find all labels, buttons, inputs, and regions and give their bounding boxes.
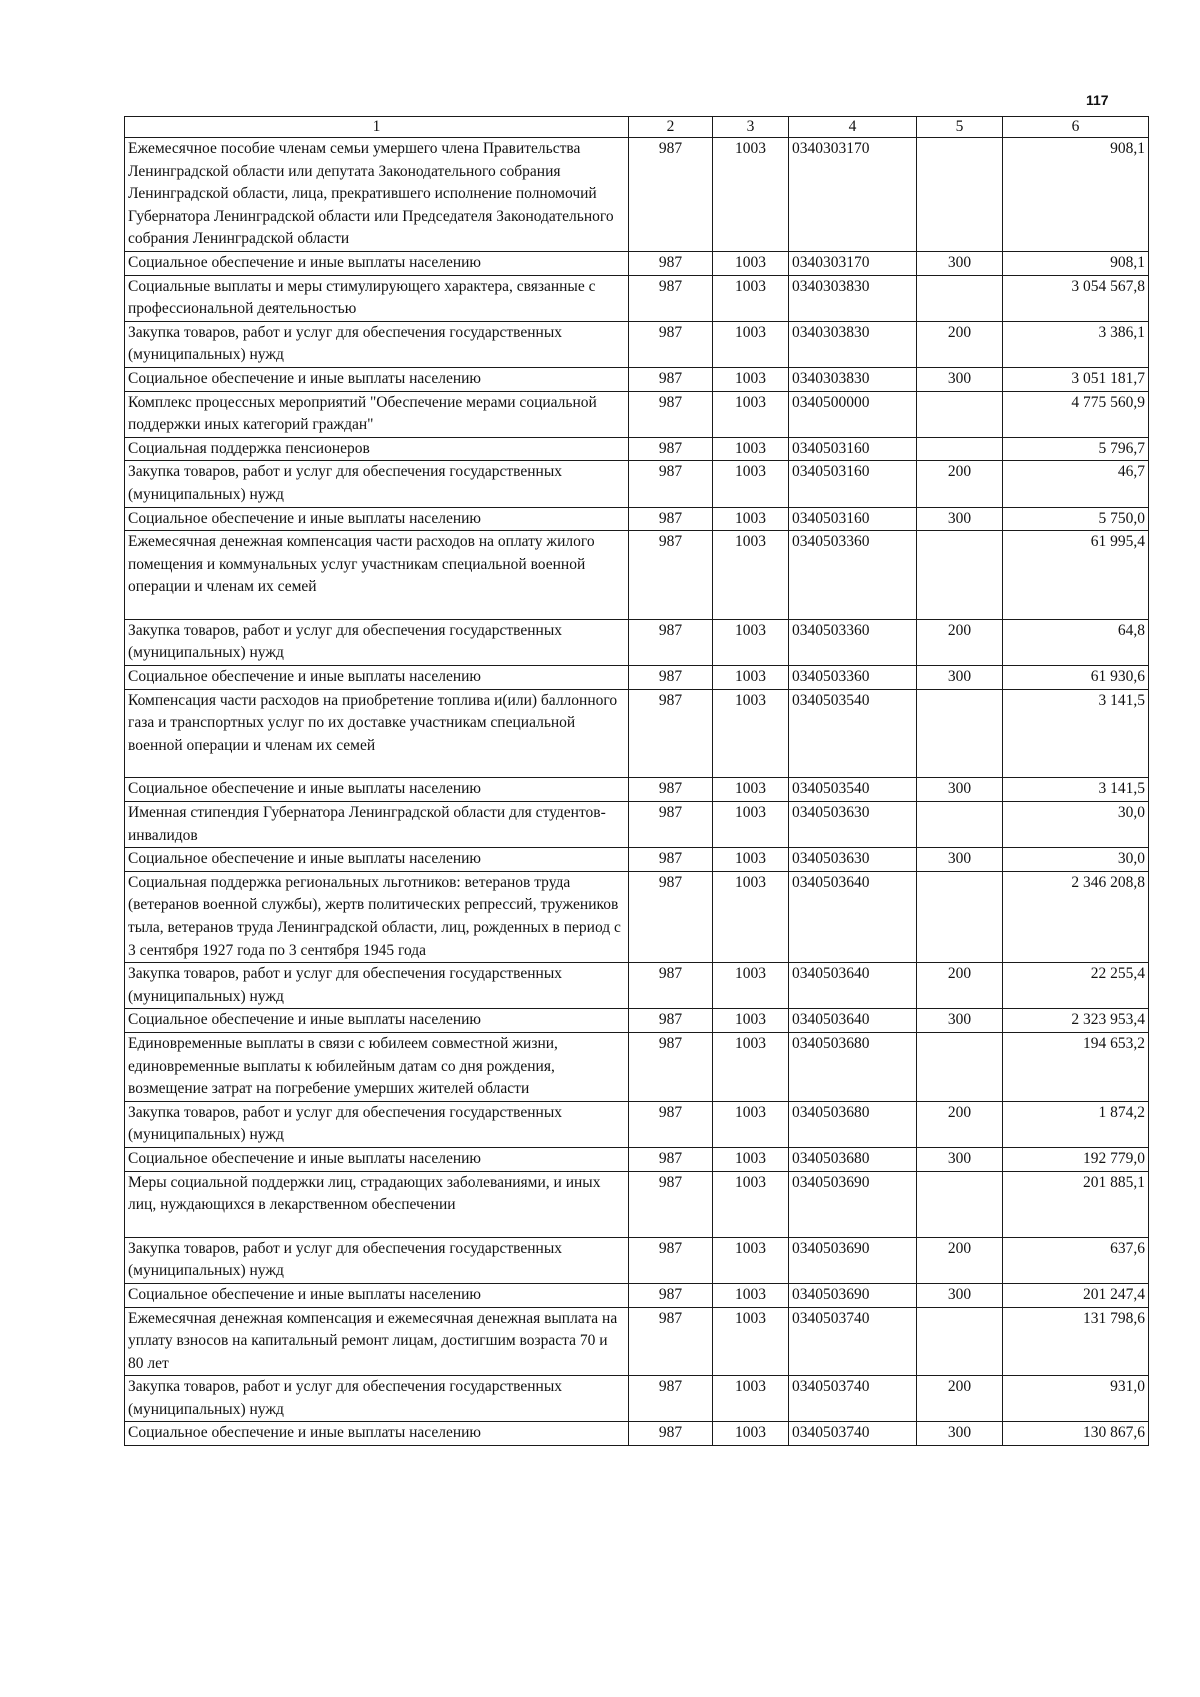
row-name: Социальное обеспечение и иные выплаты населению [125,507,629,531]
row-grbs: 987 [629,367,713,391]
row-amount: 3 141,5 [1003,778,1149,802]
table-row [125,1307,1149,1376]
row-section: 1003 [713,251,789,275]
row-amount: 637,6 [1003,1237,1149,1283]
row-grbs: 987 [629,1307,713,1376]
row-target-article: 0340503690 [789,1171,917,1237]
row-target-article: 0340500000 [789,391,917,437]
row-target-article: 0340303830 [789,367,917,391]
row-section: 1003 [713,1171,789,1237]
row-amount: 2 323 953,4 [1003,1009,1149,1033]
row-target-article: 0340503160 [789,507,917,531]
row-section: 1003 [713,666,789,690]
column-header-5: 5 [917,117,1003,138]
row-grbs: 987 [629,871,713,962]
row-amount: 192 779,0 [1003,1147,1149,1171]
row-section: 1003 [713,1147,789,1171]
row-target-article: 0340503680 [789,1032,917,1101]
table-row [125,666,1149,690]
table-row [125,1147,1149,1171]
row-target-article: 0340503360 [789,619,917,665]
row-amount: 22 255,4 [1003,963,1149,1009]
row-expense-type: 300 [917,666,1003,690]
row-section: 1003 [713,1032,789,1101]
row-grbs: 987 [629,1376,713,1422]
table-row [125,531,1149,620]
row-expense-type: 300 [917,1283,1003,1307]
row-target-article: 0340303830 [789,321,917,367]
row-name: Социальное обеспечение и иные выплаты населению [125,251,629,275]
table-row [125,848,1149,872]
row-grbs: 987 [629,507,713,531]
row-expense-type [917,1171,1003,1237]
row-amount: 1 874,2 [1003,1101,1149,1147]
column-header-1: 1 [125,117,629,138]
row-expense-type: 300 [917,1009,1003,1033]
row-section: 1003 [713,138,789,252]
row-expense-type: 300 [917,251,1003,275]
row-grbs: 987 [629,1171,713,1237]
row-amount: 5 796,7 [1003,437,1149,461]
row-grbs: 987 [629,963,713,1009]
row-name: Социальное обеспечение и иные выплаты населению [125,1009,629,1033]
table-row [125,507,1149,531]
row-expense-type: 300 [917,848,1003,872]
row-section: 1003 [713,1283,789,1307]
column-header-6: 6 [1003,117,1149,138]
row-name: Именная стипендия Губернатора Ленинградской области для студентов-инвалидов [125,802,629,848]
header-row [125,117,1149,138]
row-name: Социальное обеспечение и иные выплаты населению [125,1422,629,1446]
row-grbs: 987 [629,391,713,437]
row-section: 1003 [713,1376,789,1422]
row-grbs: 987 [629,321,713,367]
row-name: Социальные выплаты и меры стимулирующего характера, связанные с профессиональной деятельностью [125,275,629,321]
row-section: 1003 [713,1101,789,1147]
row-target-article: 0340503160 [789,437,917,461]
row-amount: 2 346 208,8 [1003,871,1149,962]
table-row [125,138,1149,252]
budget-table [124,116,1149,1446]
table-row [125,321,1149,367]
table-row [125,391,1149,437]
row-target-article: 0340503540 [789,689,917,778]
row-grbs: 987 [629,461,713,507]
row-target-article: 0340503640 [789,871,917,962]
row-amount: 201 247,4 [1003,1283,1149,1307]
row-name: Социальная поддержка пенсионеров [125,437,629,461]
row-section: 1003 [713,1009,789,1033]
table-body [125,138,1149,1446]
row-target-article: 0340503360 [789,666,917,690]
row-target-article: 0340303170 [789,251,917,275]
row-expense-type: 200 [917,963,1003,1009]
row-grbs: 987 [629,619,713,665]
row-name: Комплекс процессных мероприятий "Обеспечение мерами социальной поддержки иных категорий граждан" [125,391,629,437]
row-section: 1003 [713,802,789,848]
row-expense-type: 200 [917,619,1003,665]
row-section: 1003 [713,963,789,1009]
row-name: Ежемесячное пособие членам семьи умершего члена Правительства Ленинградской области или депутата Законодательного собрания Ленинградской области, лица, прекратившего исполнение полномочий Губернатора Ленинградской области или Председателя Законодательного собрания Ленинградской области [125,138,629,252]
row-target-article: 0340503640 [789,1009,917,1033]
row-expense-type: 300 [917,1147,1003,1171]
row-expense-type: 200 [917,1376,1003,1422]
row-target-article: 0340303170 [789,138,917,252]
row-name: Компенсация части расходов на приобретение топлива и(или) баллонного газа и транспортных услуг по их доставке участникам специальной военной операции и членам их семей [125,689,629,778]
row-grbs: 987 [629,689,713,778]
table-row [125,1376,1149,1422]
column-header-3: 3 [713,117,789,138]
row-amount: 5 750,0 [1003,507,1149,531]
row-name: Единовременные выплаты в связи с юбилеем совместной жизни, единовременные выплаты к юбилейным датам со дня рождения, возмещение затрат на погребение умерших жителей области [125,1032,629,1101]
row-name: Социальное обеспечение и иные выплаты населению [125,778,629,802]
row-grbs: 987 [629,138,713,252]
row-expense-type [917,1032,1003,1101]
row-name: Закупка товаров, работ и услуг для обеспечения государственных (муниципальных) нужд [125,1237,629,1283]
row-expense-type: 300 [917,1422,1003,1446]
row-amount: 46,7 [1003,461,1149,507]
row-amount: 194 653,2 [1003,1032,1149,1101]
table-row [125,437,1149,461]
table-row [125,1101,1149,1147]
row-section: 1003 [713,778,789,802]
row-section: 1003 [713,848,789,872]
row-section: 1003 [713,619,789,665]
row-section: 1003 [713,367,789,391]
table-row [125,963,1149,1009]
row-expense-type: 200 [917,1237,1003,1283]
row-expense-type: 200 [917,321,1003,367]
table-row [125,689,1149,778]
row-name: Ежемесячная денежная компенсация части расходов на оплату жилого помещения и коммунальных услуг участникам специальной военной операции и членам их семей [125,531,629,620]
row-section: 1003 [713,871,789,962]
row-grbs: 987 [629,1422,713,1446]
table-row [125,1422,1149,1446]
row-amount: 931,0 [1003,1376,1149,1422]
row-name: Закупка товаров, работ и услуг для обеспечения государственных (муниципальных) нужд [125,461,629,507]
row-target-article: 0340503360 [789,531,917,620]
row-name: Социальное обеспечение и иные выплаты населению [125,1283,629,1307]
row-expense-type [917,437,1003,461]
row-section: 1003 [713,689,789,778]
row-target-article: 0340503690 [789,1237,917,1283]
row-section: 1003 [713,507,789,531]
row-section: 1003 [713,1422,789,1446]
row-section: 1003 [713,321,789,367]
row-name: Социальное обеспечение и иные выплаты населению [125,848,629,872]
row-section: 1003 [713,275,789,321]
row-amount: 130 867,6 [1003,1422,1149,1446]
table-row [125,251,1149,275]
row-amount: 3 386,1 [1003,321,1149,367]
column-header-4: 4 [789,117,917,138]
row-section: 1003 [713,391,789,437]
row-amount: 61 995,4 [1003,531,1149,620]
row-amount: 4 775 560,9 [1003,391,1149,437]
table-row [125,1171,1149,1237]
row-amount: 908,1 [1003,251,1149,275]
row-target-article: 0340503160 [789,461,917,507]
row-amount: 30,0 [1003,848,1149,872]
row-grbs: 987 [629,1237,713,1283]
row-expense-type [917,138,1003,252]
table-row [125,367,1149,391]
row-expense-type: 300 [917,778,1003,802]
row-target-article: 0340503740 [789,1307,917,1376]
row-name: Социальное обеспечение и иные выплаты населению [125,367,629,391]
row-grbs: 987 [629,531,713,620]
row-name: Закупка товаров, работ и услуг для обеспечения государственных (муниципальных) нужд [125,1101,629,1147]
table-row [125,1237,1149,1283]
row-section: 1003 [713,1307,789,1376]
row-name: Меры социальной поддержки лиц, страдающих заболеваниями, и иных лиц, нуждающихся в лекарственном обеспечении [125,1171,629,1237]
row-target-article: 0340503740 [789,1376,917,1422]
row-target-article: 0340503630 [789,802,917,848]
row-section: 1003 [713,1237,789,1283]
row-section: 1003 [713,437,789,461]
row-expense-type: 200 [917,461,1003,507]
row-name: Социальное обеспечение и иные выплаты населению [125,1147,629,1171]
row-amount: 3 054 567,8 [1003,275,1149,321]
row-grbs: 987 [629,275,713,321]
row-grbs: 987 [629,802,713,848]
page-number: 117 [1086,92,1109,108]
row-amount: 64,8 [1003,619,1149,665]
table-row [125,778,1149,802]
row-expense-type: 300 [917,507,1003,531]
table-row [125,802,1149,848]
row-target-article: 0340503540 [789,778,917,802]
row-amount: 3 141,5 [1003,689,1149,778]
row-grbs: 987 [629,1009,713,1033]
row-amount: 201 885,1 [1003,1171,1149,1237]
column-header-2: 2 [629,117,713,138]
row-grbs: 987 [629,1147,713,1171]
row-name: Ежемесячная денежная компенсация и ежемесячная денежная выплата на уплату взносов на капитальный ремонт лицам, достигшим возраста 70 и 80 лет [125,1307,629,1376]
row-section: 1003 [713,531,789,620]
row-expense-type: 200 [917,1101,1003,1147]
row-grbs: 987 [629,1032,713,1101]
row-expense-type [917,275,1003,321]
row-target-article: 0340503740 [789,1422,917,1446]
row-target-article: 0340503640 [789,963,917,1009]
row-expense-type: 300 [917,367,1003,391]
table-row [125,871,1149,962]
row-expense-type [917,871,1003,962]
row-name: Закупка товаров, работ и услуг для обеспечения государственных (муниципальных) нужд [125,321,629,367]
row-grbs: 987 [629,251,713,275]
row-amount: 131 798,6 [1003,1307,1149,1376]
table-row [125,619,1149,665]
row-amount: 30,0 [1003,802,1149,848]
row-grbs: 987 [629,666,713,690]
row-name: Закупка товаров, работ и услуг для обеспечения государственных (муниципальных) нужд [125,619,629,665]
row-name: Социальная поддержка региональных льготников: ветеранов труда (ветеранов военной службы), жертв политических репрессий, тружеников тыла, ветеранов труда Ленинградской области, лиц, рожденных в период с 3 сентября 1927 года по 3 сентября 1945 года [125,871,629,962]
row-target-article: 0340503680 [789,1147,917,1171]
row-amount: 3 051 181,7 [1003,367,1149,391]
row-amount: 908,1 [1003,138,1149,252]
row-expense-type [917,531,1003,620]
row-expense-type [917,802,1003,848]
table-row [125,1032,1149,1101]
row-name: Закупка товаров, работ и услуг для обеспечения государственных (муниципальных) нужд [125,963,629,1009]
row-target-article: 0340503690 [789,1283,917,1307]
row-expense-type [917,391,1003,437]
table-row [125,275,1149,321]
table-row [125,1009,1149,1033]
table-row [125,461,1149,507]
row-expense-type [917,1307,1003,1376]
row-target-article: 0340503680 [789,1101,917,1147]
row-grbs: 987 [629,1283,713,1307]
row-target-article: 0340303830 [789,275,917,321]
row-target-article: 0340503630 [789,848,917,872]
row-expense-type [917,689,1003,778]
row-name: Социальное обеспечение и иные выплаты населению [125,666,629,690]
row-grbs: 987 [629,1101,713,1147]
row-grbs: 987 [629,437,713,461]
row-grbs: 987 [629,848,713,872]
row-amount: 61 930,6 [1003,666,1149,690]
row-section: 1003 [713,461,789,507]
row-grbs: 987 [629,778,713,802]
table-row [125,1283,1149,1307]
row-name: Закупка товаров, работ и услуг для обеспечения государственных (муниципальных) нужд [125,1376,629,1422]
